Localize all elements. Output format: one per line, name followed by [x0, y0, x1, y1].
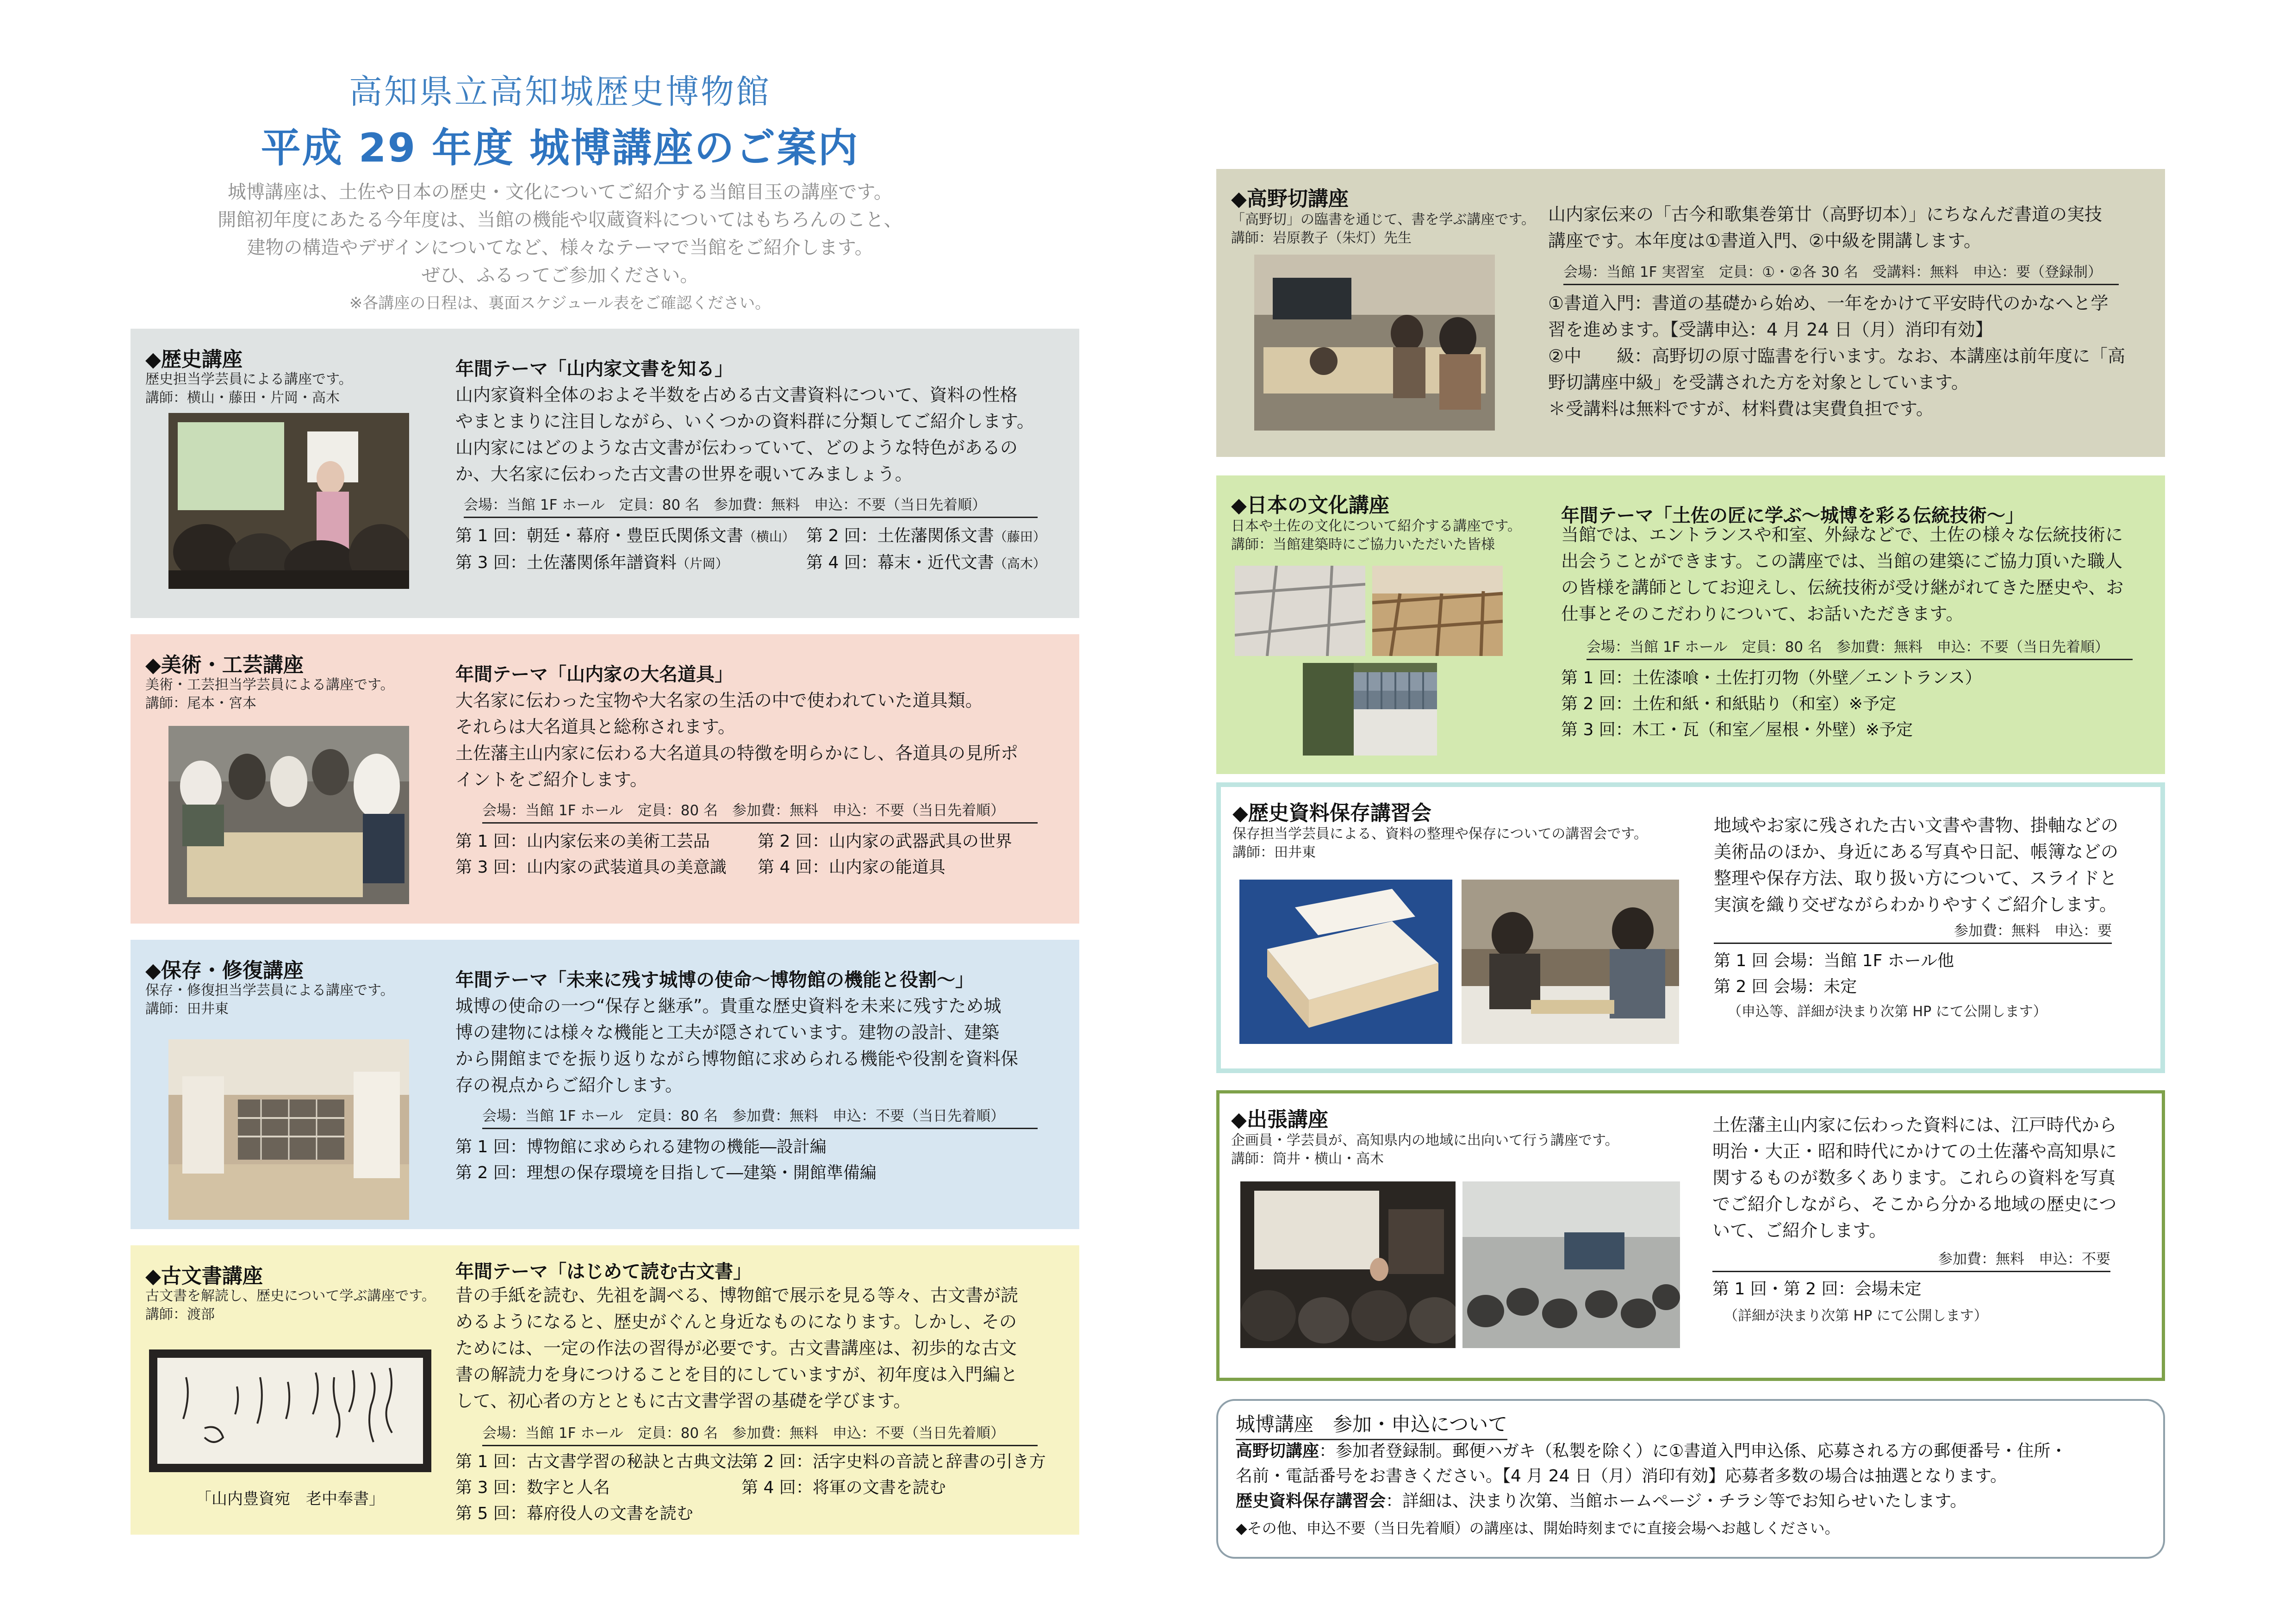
- detail-line: 野切講座中級」を受講された方を対象としています。: [1548, 372, 1969, 393]
- venue-info: 会場：当館 1F ホール 定員：80 名 参加費：無料 申込：不要（当日先着順）: [482, 1104, 1038, 1129]
- section-title: ◆高野切講座: [1231, 187, 1349, 211]
- section-title: ◆美術・工芸講座: [145, 653, 304, 677]
- session-item: 第 4 回：山内家の能道具: [758, 858, 946, 877]
- intro-line: ぜひ、ふるってご参加ください。: [421, 265, 699, 286]
- session-item: 第 1 回：朝廷・幕府・豊臣氏関係文書（横山）: [455, 526, 795, 545]
- komonjo-panel: [131, 1245, 1079, 1535]
- section-body: [455, 687, 1018, 793]
- venue-info: 会場：当館 1F 実習室 定員：①・②各 30 名 受講料：無料 申込：要（登録制）: [1563, 260, 2119, 285]
- detail-line: ①書道入門：書道の基礎から始め、一年をかけて平安時代のかなへと学: [1548, 293, 2109, 313]
- body-line: 当館では、エントランスや和室、外緑などで、土佐の様々な伝統技術に: [1561, 525, 2123, 545]
- roof-tile-photo: [1303, 663, 1437, 756]
- venue-info: 会場：当館 1F ホール 定員：80 名 参加費：無料 申込：不要（当日先着順）: [464, 493, 1038, 518]
- body-line: イントをご紹介します。: [455, 769, 647, 790]
- session-item: 第 2 回 会場：未定: [1714, 977, 1857, 996]
- session-note: （申込等、詳細が決まり次第 HP にて公開します）: [1728, 1004, 2047, 1020]
- schedule-note: ※各講座の日程は、裏面スケジュール表をご確認ください。: [349, 294, 771, 312]
- body-line: 整理や保存方法、取り扱い方について、スライドと: [1714, 868, 2117, 888]
- session-list: [741, 1449, 1046, 1501]
- session-item: 第 1 回・第 2 回：会場未定: [1712, 1280, 1922, 1299]
- section-title: ◆古文書講座: [145, 1264, 263, 1288]
- section-desc: 「高野切」の臨書を通じて、書を学ぶ講座です。: [1231, 212, 1535, 228]
- venue-info: 会場：当館 1F ホール 定員：80 名 参加費：無料 申込：不要（当日先着順）: [1587, 635, 2133, 660]
- notice-kouya-cont: 名前・電話番号をお書きください。【4 月 24 日（月）消印有効】応募者多数の場合は抽選となります。: [1236, 1467, 2007, 1486]
- body-line: 土佐藩主山内家に伝わる大名道具の特徴を明らかにし、各道具の見所ポ: [455, 743, 1019, 763]
- section-details: [1548, 290, 2125, 422]
- section-desc: 歴史担当学芸員による講座です。: [145, 371, 353, 387]
- shiryo-panel: [1216, 782, 2165, 1073]
- session-list: [1561, 665, 1982, 743]
- detail-line: ②中 級：高野切の原寸臨書を行います。なお、本講座は前年度に「高: [1548, 346, 2126, 366]
- ceiling-photo: [1235, 566, 1365, 656]
- session-item: 第 3 回：木工・瓦（和室／屋根・外壁）※予定: [1561, 720, 1913, 739]
- notice-shiryo: 歴史資料保存講習会：詳細は、決まり次第、当館ホームページ・チラシ等でお知らせいたします。: [1236, 1492, 1967, 1511]
- body-line: 博の建物には様々な機能と工夫が隠されています。建物の設計、建築: [455, 1022, 999, 1043]
- theme-title: 年間テーマ「未来に残す城博の使命～博物館の機能と役割～」: [455, 969, 974, 991]
- detail-line: 習を進めます。【受講申込：4 月 24 日（月）消印有効】: [1548, 319, 1993, 340]
- section-desc: 日本や土佐の文化について紹介する講座です。: [1231, 518, 1521, 534]
- museum-name: 高知県立高知城歴史博物館: [348, 72, 771, 111]
- intro-text: [120, 178, 1000, 317]
- body-line: めるようになると、歴史がぐんと身近なものになります。しかし、その: [455, 1312, 1017, 1332]
- body-line: 山内家資料全体のおよそ半数を占める古文書資料について、資料の性格: [455, 385, 1018, 405]
- session-item: 第 3 回：山内家の武装道具の美意識: [455, 858, 727, 877]
- section-title: ◆日本の文化講座: [1231, 493, 1389, 517]
- section-lecturers: 講師：田井東: [145, 1001, 229, 1017]
- body-line: でご紹介しながら、そこから分かる地域の歴史につ: [1712, 1194, 2117, 1214]
- application-notice: [1216, 1399, 2165, 1559]
- rekishi-panel: [131, 329, 1079, 618]
- body-line: 山内家にはどのような古文書が伝わっていて、どのような特色があるの: [455, 437, 1018, 458]
- lecture-photo: [168, 726, 409, 904]
- body-line: いて、ご紹介します。: [1712, 1220, 1887, 1241]
- body-line: 明治・大正・昭和時代にかけての土佐藩や高知県に: [1712, 1141, 2117, 1162]
- session-item: 第 1 回：山内家伝来の美術工芸品: [455, 832, 710, 851]
- session-list: [1714, 948, 1954, 1000]
- section-desc: 美術・工芸担当学芸員による講座です。: [145, 677, 394, 693]
- outreach-photo: [1240, 1181, 1456, 1348]
- session-item: 第 1 回：土佐漆喰・土佐打刃物（外壁／エントランス）: [1561, 668, 1982, 687]
- hozon-panel: [131, 940, 1079, 1229]
- section-title: ◆歴史講座: [145, 348, 243, 371]
- session-list: [455, 1449, 743, 1527]
- section-body: [1712, 1112, 2117, 1244]
- demonstration-photo: [1462, 880, 1679, 1044]
- lecture-photo: [1254, 255, 1495, 431]
- lecture-photo: [168, 1039, 409, 1220]
- shutcho-panel: [1216, 1090, 2165, 1381]
- theme-title: 年間テーマ「土佐の匠に学ぶ～城博を彩る伝統技術～」: [1561, 505, 2024, 526]
- body-line: 存の視点からご紹介します。: [455, 1075, 683, 1095]
- session-item: 第 1 回：博物館に求められる建物の機能―設計編: [455, 1137, 827, 1156]
- detail-line: ＊受講料は無料ですが、材料費は実費負担です。: [1548, 399, 1934, 419]
- venue-info: 会場：当館 1F ホール 定員：80 名 参加費：無料 申込：不要（当日先着順）: [482, 799, 1038, 824]
- session-item: 第 4 回：幕末・近代文書（高木）: [806, 553, 1046, 572]
- body-line: か、大名家に伝わった古文書の世界を覗いてみましょう。: [455, 464, 913, 484]
- body-line: 昔の手紙を読む、先祖を調べる、博物館で展示を見る等々、古文書が読: [455, 1285, 1019, 1305]
- nihon-panel: [1216, 475, 2165, 774]
- body-line: 書の解読力を身につけることを目的にしていますが、初年度は入門編と: [455, 1364, 1018, 1385]
- body-line: 城博の使命の一つ“保存と継承”。貴重な歴史資料を未来に残すため城: [455, 996, 1002, 1016]
- session-item: 第 2 回：土佐藩関係文書（藤田）: [806, 526, 1046, 545]
- session-item: 第 2 回：山内家の武器武具の世界: [758, 832, 1012, 851]
- body-line: 出会うことができます。この講座では、当館の建築にご協力頂いた職人: [1561, 551, 2122, 571]
- session-item: 第 3 回：数字と人名: [455, 1478, 610, 1497]
- session-item: 第 5 回：幕府役人の文書を読む: [455, 1504, 693, 1523]
- body-line: 美術品のほか、身近にある写真や日記、帳簿などの: [1714, 842, 2119, 862]
- body-line: 大名家に伝わった宝物や大名家の生活の中で使われていた道具類。: [455, 690, 983, 711]
- section-body: [1714, 812, 2118, 918]
- section-body: [1548, 201, 2102, 254]
- section-desc: 企画員・学芸員が、高知県内の地域に出向いて行う講座です。: [1231, 1132, 1619, 1149]
- storage-box-photo: [1239, 880, 1452, 1044]
- document-photo: [149, 1349, 431, 1472]
- theme-title: 年間テーマ「山内家文書を知る」: [455, 358, 733, 380]
- bijutsu-panel: [131, 634, 1079, 924]
- theme-title: 年間テーマ「はじめて読む古文書」: [455, 1261, 752, 1282]
- section-body: [455, 382, 1034, 487]
- session-note: （詳細が決まり次第 HP にて公開します）: [1724, 1308, 1988, 1324]
- section-title: ◆出張講座: [1231, 1108, 1328, 1131]
- body-line: 土佐藩主山内家に伝わった資料には、江戸時代から: [1712, 1115, 2117, 1135]
- session-item: 第 2 回：土佐和紙・和紙貼り（和室）※予定: [1561, 694, 1896, 713]
- section-body: [455, 1282, 1018, 1414]
- intro-line: 建物の構造やデザインについてなど、様々なテーマで当館をご紹介します。: [247, 237, 873, 258]
- body-line: 地域やお家に残された古い文書や書物、掛軸などの: [1714, 815, 2119, 836]
- section-desc: 古文書を解読し、歴史について学ぶ講座です。: [145, 1288, 436, 1304]
- session-item: 第 1 回：古文書学習の秘訣と古典文法: [455, 1452, 743, 1471]
- theme-title: 年間テーマ「山内家の大名道具」: [455, 664, 733, 685]
- intro-line: 開館初年度にあたる今年度は、当館の機能や収蔵資料についてはもちろんのこと、: [218, 209, 902, 231]
- body-line: 講座です。本年度は①書道入門、②中級を開講します。: [1548, 231, 1982, 251]
- session-list: [806, 523, 1046, 577]
- session-item: 第 1 回 会場：当館 1F ホール他: [1714, 951, 1954, 970]
- outreach-hall-photo: [1462, 1181, 1680, 1348]
- session-list: [758, 829, 1012, 881]
- notice-kouya: 高野切講座：参加者登録制。郵便ハガキ（私製を除く）に①書道入門申込係、応募される方の郵便番号・住所・: [1236, 1442, 2067, 1461]
- notice-other: ◆その他、申込不要（当日先着順）の講座は、開始時刻までに直接会場へお越しください。: [1236, 1519, 1840, 1537]
- body-line: それらは大名道具と総称されます。: [455, 717, 735, 737]
- section-lecturers: 講師：尾本・宮本: [145, 695, 256, 712]
- section-lecturers: 講師：当館建築時にご協力いただいた皆様: [1231, 537, 1495, 553]
- session-item: 第 2 回：理想の保存環境を目指して―建築・開館準備編: [455, 1163, 877, 1182]
- session-list: [455, 829, 727, 881]
- section-lecturers: 講師：田井東: [1232, 844, 1316, 861]
- body-line: 仕事とそのこだわりについて、お話いただきます。: [1561, 604, 1964, 624]
- session-item: 第 2 回：活字史料の音読と辞書の引き方: [741, 1452, 1046, 1471]
- section-lecturers: 講師：筒井・横山・高木: [1231, 1151, 1384, 1167]
- section-lecturers: 講師：岩原教子（朱灯）先生: [1231, 230, 1412, 246]
- section-desc: 保存・修復担当学芸員による講座です。: [145, 982, 394, 999]
- body-line: して、初心者の方とともに古文書学習の基礎を学びます。: [455, 1391, 911, 1411]
- lecture-photo: [168, 413, 409, 589]
- section-title: ◆保存・修復講座: [145, 959, 304, 982]
- photo-caption: 「山内豊資宛 老中奉書」: [196, 1490, 385, 1508]
- body-line: 実演を織り交ぜながらわかりやすくご紹介します。: [1714, 894, 2117, 915]
- section-body: [1561, 522, 2123, 627]
- section-desc: 保存担当学芸員による、資料の整理や保存についての講習会です。: [1232, 826, 1648, 842]
- section-lecturers: 講師：渡部: [145, 1306, 215, 1323]
- intro-line: 城博講座は、土佐や日本の歴史・文化についてご紹介する当館目玉の講座です。: [228, 181, 892, 203]
- body-line: の皆様を講師としてお迎えし、伝統技術が受け継がれてきた歴史や、お: [1561, 577, 2124, 598]
- section-body: [455, 993, 1018, 1099]
- body-line: 関するものが数多くあります。これらの資料を写真: [1712, 1168, 2116, 1188]
- body-line: から開館までを振り返りながら博物館に求められる機能や役割を資料保: [455, 1049, 1019, 1069]
- kouyagire-panel: [1216, 169, 2165, 457]
- venue-info: 会場：当館 1F ホール 定員：80 名 参加費：無料 申込：不要（当日先着順）: [482, 1421, 1038, 1446]
- notice-title: 城博講座 参加・申込について: [1236, 1409, 1507, 1440]
- session-item: 第 3 回：土佐藩関係年譜資料（片岡）: [455, 553, 728, 572]
- session-item: 第 4 回：将軍の文書を読む: [741, 1478, 946, 1497]
- venue-info: 参加費：無料 申込：要: [1714, 919, 2112, 944]
- section-lecturers: 講師：横山・藤田・片岡・高木: [145, 390, 340, 406]
- washi-photo: [1372, 566, 1503, 656]
- body-line: 山内家伝来の「古今和歌集巻第廿（高野切本）」にちなんだ書道の実技: [1548, 204, 2103, 225]
- session-list: [455, 523, 795, 577]
- body-line: やまとまりに注目しながら、いくつかの資料群に分類してご紹介します。: [455, 411, 1034, 431]
- body-line: ためには、一定の作法の習得が必要です。古文書講座は、初歩的な古文: [455, 1338, 1017, 1358]
- section-title: ◆歴史資料保存講習会: [1232, 801, 1431, 825]
- venue-info: 参加費：無料 申込：不要: [1712, 1247, 2110, 1272]
- session-list: [455, 1134, 877, 1186]
- page-title: 平成 29 年度 城博講座のご案内: [261, 125, 859, 171]
